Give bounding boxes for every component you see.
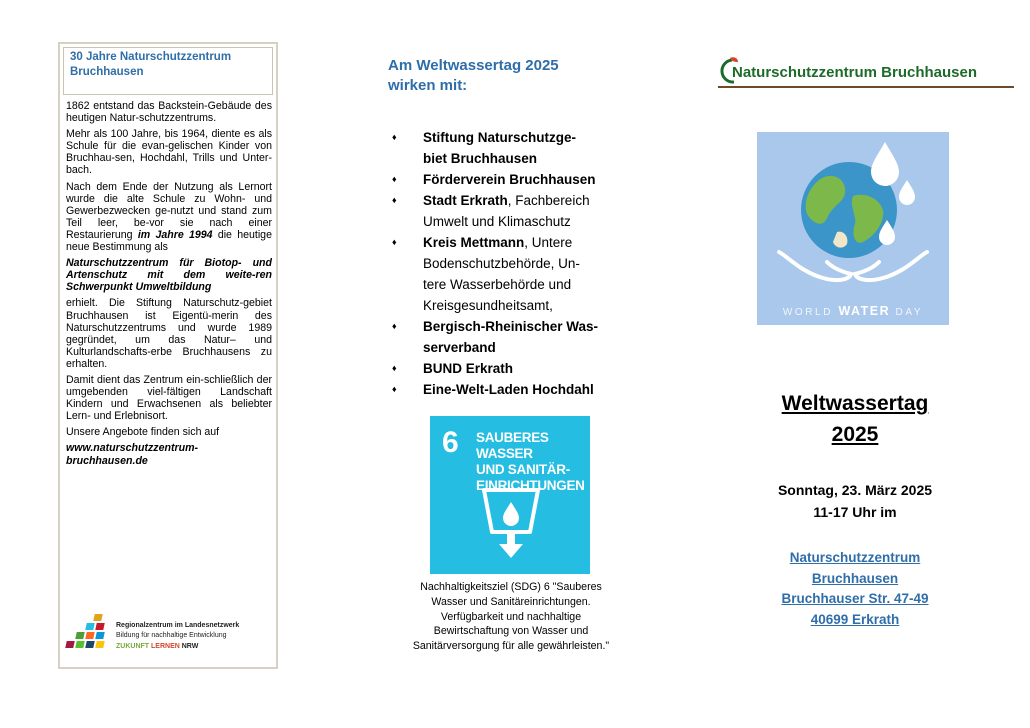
list-item: Kreisgesundheitsamt,	[423, 298, 553, 313]
website-link[interactable]: www.naturschutzzentrum-bruchhausen.de	[66, 442, 199, 467]
zukunft-lernen-logo	[66, 606, 276, 662]
history-panel	[58, 42, 278, 669]
diamond-bullet-icon: ♦	[392, 363, 397, 373]
world-water-day-image	[757, 132, 949, 325]
world-water-day-caption: WORLD WATER DAY	[782, 304, 924, 318]
diamond-bullet-icon: ♦	[392, 132, 397, 142]
history-paragraph-3	[66, 181, 272, 254]
list-item: ♦ Bergisch-Rheinischer Was-	[392, 316, 642, 337]
list-item: Bodenschutzbehörde, Un-	[423, 256, 580, 271]
list-item: ♦ Kreis Mettmann, Untere	[392, 232, 642, 253]
location-line-4[interactable]: 40699 Erkrath	[810, 611, 900, 627]
event-title	[760, 388, 950, 450]
history-paragraph-2: Mehr als 100 Jahre, bis 1964, diente es als Schule für die evan-gelischen Kinder von Bruchhau-sen, Hochdahl, Trills und Unter-bach.	[66, 128, 272, 177]
partners-heading-line1: Am Weltwassertag 2025	[388, 57, 559, 74]
list-item: ♦ Stiftung Naturschutzge-	[392, 127, 642, 148]
diamond-bullet-icon: ♦	[392, 195, 397, 205]
list-item: serverband	[423, 340, 496, 355]
sdg6-tile	[430, 416, 590, 574]
partners-heading	[388, 56, 648, 96]
event-date-line1: Sonntag, 23. März 2025	[777, 482, 933, 498]
list-item: biet Bruchhausen	[423, 151, 538, 166]
logo-line-3: ZUKUNFT LERNEN NRW	[116, 643, 199, 650]
list-item: ♦ Förderverein Bruchhausen	[392, 169, 642, 190]
logo-tiles-icon	[66, 614, 110, 654]
brand-logo	[718, 56, 1014, 92]
event-date-line2: 11-17 Uhr im	[813, 504, 897, 520]
event-location[interactable]	[750, 548, 960, 630]
list-item: Umwelt und Klimaschutz	[423, 214, 571, 229]
history-header-line1: 30 Jahre Naturschutzzentrum	[70, 51, 232, 63]
history-paragraph-7: Unsere Angebote finden sich auf	[66, 426, 220, 439]
logo-line-2: Bildung für nachhaltige Entwicklung	[116, 632, 227, 639]
location-line-2[interactable]: Bruchhausen	[811, 570, 899, 586]
history-paragraph-6: Damit dient das Zentrum ein-schließlich der umgebenden viel-fältigen Landschaft Kindern und Erwachsenen als beliebter Lern- und Erlebnisort.	[66, 373, 272, 423]
history-paragraph-5: erhielt. Die Stiftung Naturschutz-gebiet Bruchhausen ist Eigentü-merin des Naturschutzzentrums und wurde 1989 gegründet, um das Natur– und Kulturlandschafts-erbe Bruchhausens zu erhalten.	[66, 297, 272, 370]
partners-list	[392, 127, 642, 400]
water-glass-icon	[482, 488, 540, 560]
history-year-1994: im Jahre 1994	[137, 228, 213, 241]
history-header-line2: Bruchhausen	[70, 66, 144, 78]
event-date	[750, 479, 960, 523]
list-item: ♦ Stadt Erkrath, Fachbereich	[392, 190, 642, 211]
sdg-caption: Nachhaltigkeitsziel (SDG) 6 "Sauberes Wasser und Sanitäreinrichtungen. Verfügbarkeit und nachhaltige Bewirtschaftung von Wasser und Sanitärversorgung für alle gewährleisten."	[412, 581, 610, 653]
history-paragraph-4: Naturschutzzentrum für Biotop- und Artenschutz mit dem weite-ren Schwerpunkt Umweltbildung	[66, 257, 272, 294]
diamond-bullet-icon: ♦	[392, 384, 397, 394]
location-line-1[interactable]: Naturschutzzentrum	[789, 550, 921, 565]
logo-line-1: Regionalzentrum im Landesnetzwerk	[116, 622, 240, 629]
brand-underline	[718, 86, 1014, 88]
brand-name: Naturschutzzentrum Bruchhausen	[732, 64, 978, 81]
history-paragraph-1: 1862 entstand das Backstein-Gebäude des heutigen Natur-schutzzentrums.	[66, 100, 272, 125]
diamond-bullet-icon: ♦	[392, 174, 397, 184]
partners-heading-line2: wirken mit:	[388, 77, 468, 94]
event-title-line2: 2025	[831, 423, 879, 446]
diamond-bullet-icon: ♦	[392, 321, 397, 331]
history-paragraph-3-a: Nach dem Ende der Nutzung als Lernort wurde die alte Schule zu Wohn- und Gewerbezwecken ge-nutzt und stand zum Teil leer, be-vor sie nach einer Restaurierung	[66, 180, 272, 241]
sdg-title: SAUBERES WASSER UND SANITÄR- EINRICHTUNGEN	[476, 430, 585, 493]
history-paragraph-3-c: die heutige neue Bestimmung als	[66, 228, 272, 254]
list-item: ♦ BUND Erkrath	[392, 358, 642, 379]
sdg-number: 6	[442, 426, 459, 459]
globe-hands-icon	[757, 132, 949, 325]
location-line-3[interactable]: Bruchhauser Str. 47-49	[781, 591, 929, 606]
history-text	[66, 100, 272, 471]
list-item: ♦ Eine-Welt-Laden Hochdahl	[392, 379, 642, 400]
event-title-line1: Weltwassertag	[781, 392, 929, 415]
list-item: tere Wasserbehörde und	[423, 277, 572, 292]
history-header	[63, 47, 273, 95]
diamond-bullet-icon: ♦	[392, 237, 397, 247]
